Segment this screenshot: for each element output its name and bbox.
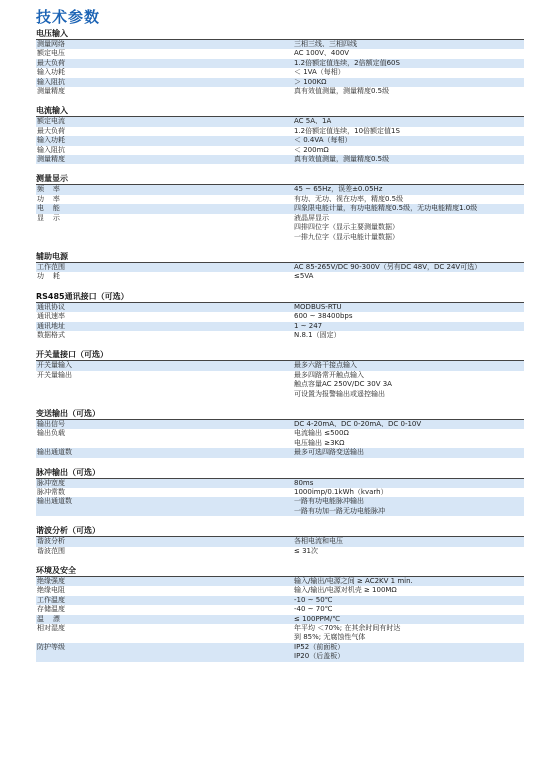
spec-value	[294, 312, 524, 321]
spec-value-line: ≤ 100PPM/℃	[294, 614, 341, 623]
spec-value	[294, 420, 524, 429]
spec-value	[294, 49, 524, 58]
section-title: 开关量接口（可选）	[36, 349, 524, 361]
spec-value	[294, 303, 524, 312]
spec-row	[36, 547, 524, 556]
spec-value	[294, 643, 524, 662]
spec-value-line: 真有效值测量，测量精度0.5级	[294, 87, 390, 96]
spec-value	[294, 448, 524, 457]
spec-value-line: N.8.1（固定）	[294, 330, 341, 339]
spec-row	[36, 195, 524, 204]
spec-label: 输入功耗	[37, 136, 65, 145]
spec-value-line: 三相三线、三相四线	[294, 40, 357, 48]
spec-value-line: ＜ 200mΩ	[294, 145, 329, 154]
spec-label: 输入功耗	[37, 68, 65, 77]
spec-value	[294, 371, 524, 399]
section-title: 测量显示	[36, 173, 524, 185]
spec-value-line: IP20（后盖板）	[294, 652, 345, 661]
spec-label: 通讯地址	[37, 321, 65, 330]
spec-row	[36, 371, 524, 399]
spec-label: 输出通道数	[37, 448, 72, 457]
spec-value-line: 最多四路常开触点输入	[294, 370, 364, 379]
spec-row	[36, 429, 524, 448]
spec-value-line: 最多六路干接点输入	[294, 361, 357, 370]
spec-label: 测量精度	[37, 155, 65, 164]
spec-value	[294, 497, 524, 516]
spec-value	[294, 117, 524, 126]
spec-value	[294, 479, 524, 488]
spec-row	[36, 312, 524, 321]
spec-value	[294, 547, 524, 556]
spec-row	[36, 331, 524, 340]
spec-value	[294, 185, 524, 194]
spec-value	[294, 322, 524, 331]
spec-value	[294, 488, 524, 497]
spec-value-line: 1000imp/0.1kWh（kvarh）	[294, 488, 388, 496]
spec-value	[294, 195, 524, 204]
spec-value-line: ≤ 31次	[294, 546, 318, 555]
spec-section	[36, 105, 524, 164]
spec-value	[294, 87, 524, 96]
spec-label: 频 率	[37, 185, 60, 194]
spec-row	[36, 479, 524, 488]
spec-label: 开关量输入	[37, 361, 72, 370]
spec-row	[36, 605, 524, 614]
spec-section	[36, 467, 524, 517]
section-title: 电流输入	[36, 105, 524, 117]
spec-row	[36, 624, 524, 643]
spec-row	[36, 155, 524, 164]
spec-label: 开关量输出	[37, 370, 72, 379]
spec-value	[294, 586, 524, 595]
spec-value	[294, 136, 524, 145]
spec-value-line: 一路有功电能脉冲输出	[294, 497, 364, 506]
spec-row	[36, 204, 524, 213]
spec-row	[36, 78, 524, 87]
spec-value-line: 1.2倍额定值连续，10倍额定值1S	[294, 126, 400, 135]
spec-value-line: 电流输出 ≤500Ω	[294, 429, 349, 438]
spec-value	[294, 331, 524, 340]
spec-row	[36, 322, 524, 331]
spec-row	[36, 586, 524, 595]
spec-row	[36, 420, 524, 429]
spec-row	[36, 68, 524, 77]
spec-value	[294, 361, 524, 370]
spec-value-line: 液晶屏显示	[294, 213, 329, 222]
section-title: 谐波分析（可选）	[36, 525, 524, 537]
spec-value	[294, 615, 524, 624]
spec-value-line: 1 ~ 247	[294, 321, 323, 330]
spec-label: 功 率	[37, 194, 60, 203]
spec-row	[36, 361, 524, 370]
spec-label: 谐波分析	[37, 537, 65, 546]
spec-value-line: -10 ~ 50℃	[294, 595, 333, 604]
spec-label: 数据格式	[37, 330, 65, 339]
spec-label: 输入阻抗	[37, 145, 65, 154]
spec-section	[36, 565, 524, 662]
spec-section	[36, 291, 524, 341]
spec-row	[36, 537, 524, 546]
spec-section	[36, 408, 524, 458]
spec-value	[294, 59, 524, 68]
spec-label: 电 能	[37, 204, 60, 213]
spec-label: 脉冲宽度	[37, 478, 65, 487]
spec-value-line: ＜ 0.4VA（每相）	[294, 136, 352, 145]
spec-value-line: ≤5VA	[294, 272, 314, 281]
spec-value-line: 有功、无功、视在功率，精度0.5级	[294, 194, 404, 203]
section-title: 电压输入	[36, 28, 524, 40]
section-title: 脉冲输出（可选）	[36, 467, 524, 479]
spec-section	[36, 28, 524, 96]
spec-row	[36, 596, 524, 605]
spec-value-line: 电压输出 ≥3KΩ	[294, 438, 345, 447]
spec-row	[36, 117, 524, 126]
spec-value-line: AC 100V、400V	[294, 49, 350, 58]
spec-label: 脉冲常数	[37, 488, 65, 496]
spec-value	[294, 272, 524, 281]
spec-label: 输出负载	[37, 429, 65, 438]
spec-label: 通讯协议	[37, 302, 65, 311]
spec-row	[36, 185, 524, 194]
spec-label: 相对湿度	[37, 624, 65, 633]
spec-value-line: DC 4-20mA、DC 0-20mA、DC 0-10V	[294, 419, 422, 428]
spec-value-line: 45 ~ 65Hz，误差±0.05Hz	[294, 185, 383, 194]
spec-value-line: 80ms	[294, 478, 314, 487]
spec-row	[36, 497, 524, 516]
spec-row	[36, 146, 524, 155]
spec-value	[294, 596, 524, 605]
spec-value	[294, 624, 524, 643]
spec-value-line: 四象限电能计量，有功电能精度0.5级，无功电能精度1.0级	[294, 204, 478, 213]
spec-label: 测量精度	[37, 87, 65, 96]
spec-label: 输出通道数	[37, 497, 72, 506]
spec-label: 显 示	[37, 213, 60, 222]
spec-value	[294, 127, 524, 136]
spec-value	[294, 204, 524, 213]
spec-label: 输出信号	[37, 419, 65, 428]
spec-row	[36, 136, 524, 145]
spec-value-line: 输入/输出/电源之间 ≥ AC2KV 1 min.	[294, 577, 413, 586]
spec-label: 测量网络	[37, 40, 65, 48]
section-title: 变送输出（可选）	[36, 408, 524, 420]
spec-value-line: 一排九位字（显示电能计量数据）	[294, 232, 399, 241]
spec-value-line: 各相电流和电压	[294, 537, 343, 546]
spec-row	[36, 272, 524, 281]
spec-value-line: IP52（前面板）	[294, 642, 345, 651]
spec-label: 额定电流	[37, 117, 65, 126]
section-title: 环境及安全	[36, 565, 524, 577]
spec-label: 绝缘强度	[37, 577, 65, 586]
spec-row	[36, 87, 524, 96]
section-title: 辅助电源	[36, 251, 524, 263]
spec-value-line: 600 ~ 38400bps	[294, 312, 353, 321]
spec-value	[294, 146, 524, 155]
spec-row	[36, 127, 524, 136]
spec-value-line: 到 85%; 无腐蚀性气体	[294, 633, 366, 642]
page-title: 技术参数	[36, 8, 101, 26]
spec-value	[294, 40, 524, 49]
spec-value	[294, 68, 524, 77]
spec-row	[36, 615, 524, 624]
spec-row	[36, 59, 524, 68]
spec-value-line: 四排四位字（显示主要测量数据）	[294, 223, 399, 232]
spec-value	[294, 263, 524, 272]
spec-value-line: AC 85-265V/DC 90-300V（另有DC 48V，DC 24V可选）	[294, 262, 482, 271]
spec-value-line: 一路有功加一路无功电能脉冲	[294, 506, 385, 515]
spec-section	[36, 251, 524, 282]
spec-label: 谐波范围	[37, 546, 65, 555]
spec-value	[294, 537, 524, 546]
spec-value	[294, 155, 524, 164]
spec-label: 最大负荷	[37, 126, 65, 135]
spec-value-line: 1.2倍额定值连续，2倍额定值60S	[294, 58, 400, 67]
spec-label: 通讯速率	[37, 312, 65, 321]
spec-label: 功 耗	[37, 272, 60, 281]
spec-value	[294, 214, 524, 242]
spec-value-line: 真有效值测量，测量精度0.5级	[294, 155, 390, 164]
spec-row	[36, 488, 524, 497]
section-title: RS485通讯接口（可选）	[36, 291, 524, 303]
spec-section	[36, 525, 524, 556]
spec-value-line: 最多可选四路变送输出	[294, 448, 364, 457]
spec-row	[36, 303, 524, 312]
spec-value-line: 触点容量AC 250V/DC 30V 3A	[294, 380, 392, 389]
spec-label: 额定电压	[37, 49, 65, 58]
spec-value-line: AC 5A、1A	[294, 117, 332, 126]
spec-label: 绝缘电阻	[37, 586, 65, 595]
spec-row	[36, 643, 524, 662]
spec-label: 输入阻抗	[37, 77, 65, 86]
spec-value-line: 可设置为报警输出或遥控输出	[294, 389, 385, 398]
spec-section	[36, 349, 524, 399]
spec-label: 工作范围	[37, 262, 65, 271]
spec-label: 最大负荷	[37, 58, 65, 67]
spec-label: 温 漂	[37, 614, 60, 623]
spec-value-line: 输入/输出/电源对机壳 ≥ 100MΩ	[294, 586, 397, 595]
spec-row	[36, 214, 524, 242]
spec-row	[36, 49, 524, 58]
spec-value	[294, 78, 524, 87]
spec-value-line: 年平均 ＜70%; 在其余时间有时达	[294, 624, 401, 633]
spec-row	[36, 40, 524, 49]
spec-row	[36, 448, 524, 457]
spec-label: 工作温度	[37, 595, 65, 604]
spec-value-line: ＜ 1VA（每相）	[294, 68, 345, 77]
spec-sections	[36, 28, 524, 671]
spec-section	[36, 173, 524, 241]
spec-value-line: -40 ~ 70℃	[294, 605, 333, 614]
spec-label: 存储温度	[37, 605, 65, 614]
spec-label: 防护等级	[37, 642, 65, 651]
spec-row	[36, 263, 524, 272]
spec-value-line: MODBUS-RTU	[294, 302, 342, 311]
spec-value	[294, 429, 524, 448]
spec-value	[294, 605, 524, 614]
spec-value-line: ＞ 100KΩ	[294, 77, 327, 86]
spec-row	[36, 577, 524, 586]
